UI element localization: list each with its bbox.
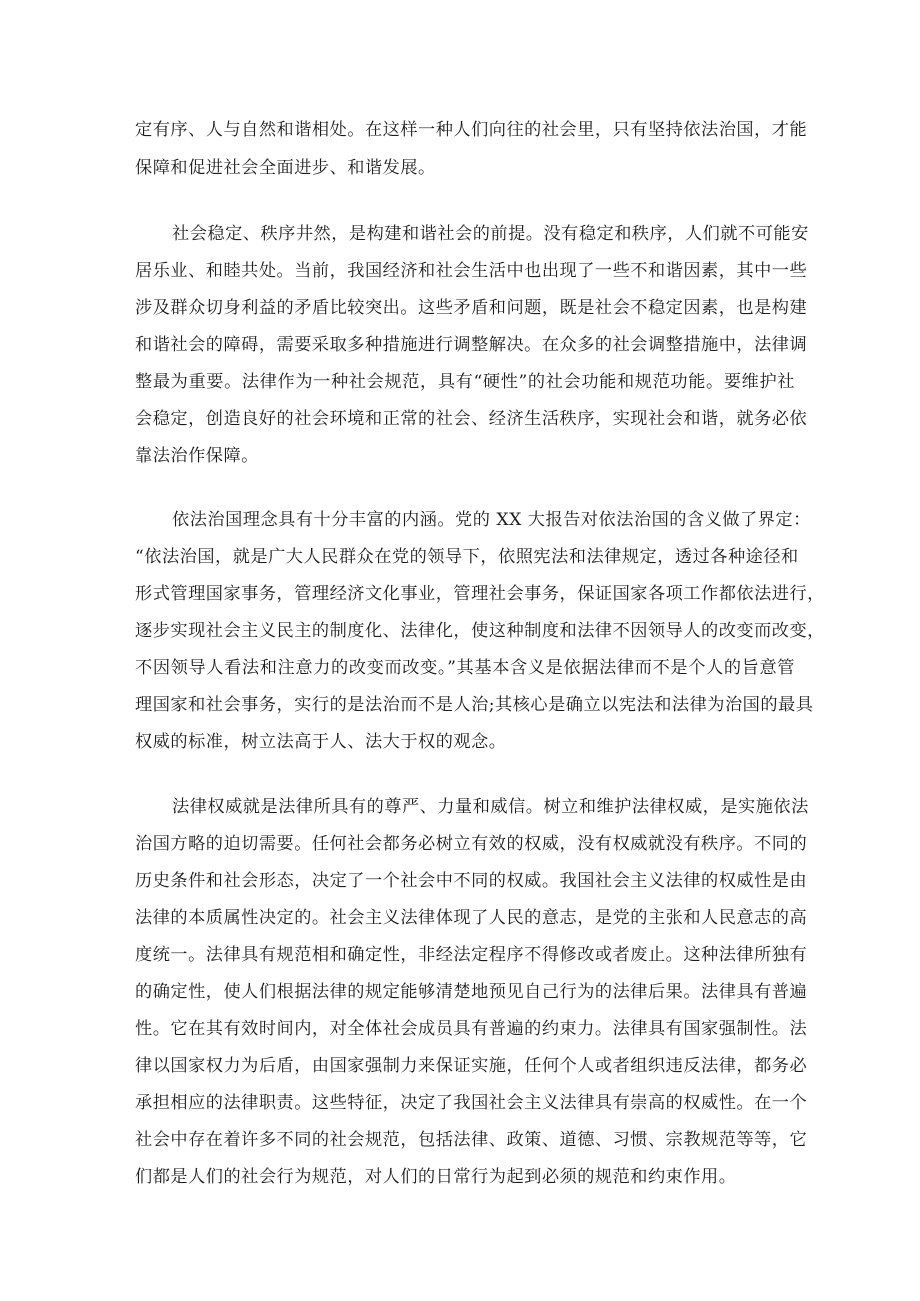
paragraph-line: 整最为重要。法律作为一种社会规范，具有“硬性”的社会功能和规范功能。要维护社 [135, 372, 795, 392]
paragraph-line: 历史条件和社会形态，决定了一个社会中不同的权威。我国社会主义法律的权威性是由 [135, 871, 808, 891]
paragraph-line: 社会中存在着许多不同的社会规范，包括法律、政策、道德、习惯、宗教规范等等，它 [135, 1130, 808, 1150]
paragraph-line: 度统一。法律具有规范相和确定性，非经法定程序不得修改或者废止。这种法律所独有 [135, 945, 808, 965]
paragraph-line: 的确定性，使人们根据法律的规定能够清楚地预见自己行为的法律后果。法律具有普遍 [135, 982, 808, 1002]
paragraph-line: 承担相应的法律职责。这些特征，决定了我国社会主义法律具有崇高的权威性。在一个 [135, 1093, 808, 1113]
paragraph-line: 们都是人们的社会行为规范，对人们的日常行为起到必须的规范和约束作用。 [135, 1167, 737, 1187]
paragraph-line: 和谐社会的障碍，需要采取多种措施进行调整解决。在众多的社会调整措施中，法律调 [135, 335, 808, 355]
paragraph-line: 居乐业、和睦共处。当前，我国经济和社会生活中也出现了一些不和谐因素，其中一些 [135, 261, 808, 281]
paragraph-line: 社会稳定、秩序井然，是构建和谐社会的前提。没有稳定和秩序，人们就不可能安 [172, 224, 809, 244]
paragraph-line: 依法治国理念具有十分丰富的内涵。党的 XX 大报告对依法治国的含义做了界定： [172, 510, 811, 530]
paragraph-line: 不因领导人看法和注意力的改变而改变。”其基本含义是依据法律而不是个人的旨意管 [135, 658, 795, 678]
paragraph-line: 性。它在其有效时间内，对全体社会成员具有普遍的约束力。法律具有国家强制性。法 [135, 1019, 808, 1039]
paragraph-line: 涉及群众切身利益的矛盾比较突出。这些矛盾和问题，既是社会不稳定因素，也是构建 [135, 298, 808, 318]
paragraph-line: 靠法治作保障。 [135, 446, 259, 466]
paragraph-line: 律以国家权力为后盾，由国家强制力来保证实施，任何个人或者组织违反法律，都务必 [135, 1056, 808, 1076]
paragraph-line: 保障和促进社会全面进步、和谐发展。 [135, 158, 436, 178]
paragraph-line: 定有序、人与自然和谐相处。在这样一种人们向往的社会里，只有坚持依法治国，才能 [135, 120, 808, 140]
paragraph-line: 逐步实现社会主义民主的制度化、法律化，使这种制度和法律不因领导人的改变而改变， [135, 621, 825, 641]
paragraph-line: 治国方略的迫切需要。任何社会都务必树立有效的权威，没有权威就没有秩序。不同的 [135, 834, 808, 854]
paragraph-line: 形式管理国家事务，管理经济文化事业，管理社会事务，保证国家各项工作都依法进行， [135, 584, 825, 604]
paragraph-line: 法律权威就是法律所具有的尊严、力量和威信。树立和维护法律权威，是实施依法 [172, 797, 809, 817]
paragraph-line: 会稳定，创造良好的社会环境和正常的社会、经济生活秩序，实现社会和谐，就务必依 [135, 409, 808, 429]
paragraph-line: “依法治国，就是广大人民群众在党的领导下，依照宪法和法律规定，透过各种途径和 [135, 547, 799, 567]
paragraph-line: 理国家和社会事务，实行的是法治而不是人治;其核心是确立以宪法和法律为治国的最具 [135, 695, 814, 715]
paragraph-line: 法律的本质属性决定的。社会主义法律体现了人民的意志，是党的主张和人民意志的高 [135, 908, 808, 928]
paragraph-line: 权威的标准，树立法高于人、法大于权的观念。 [135, 732, 507, 752]
